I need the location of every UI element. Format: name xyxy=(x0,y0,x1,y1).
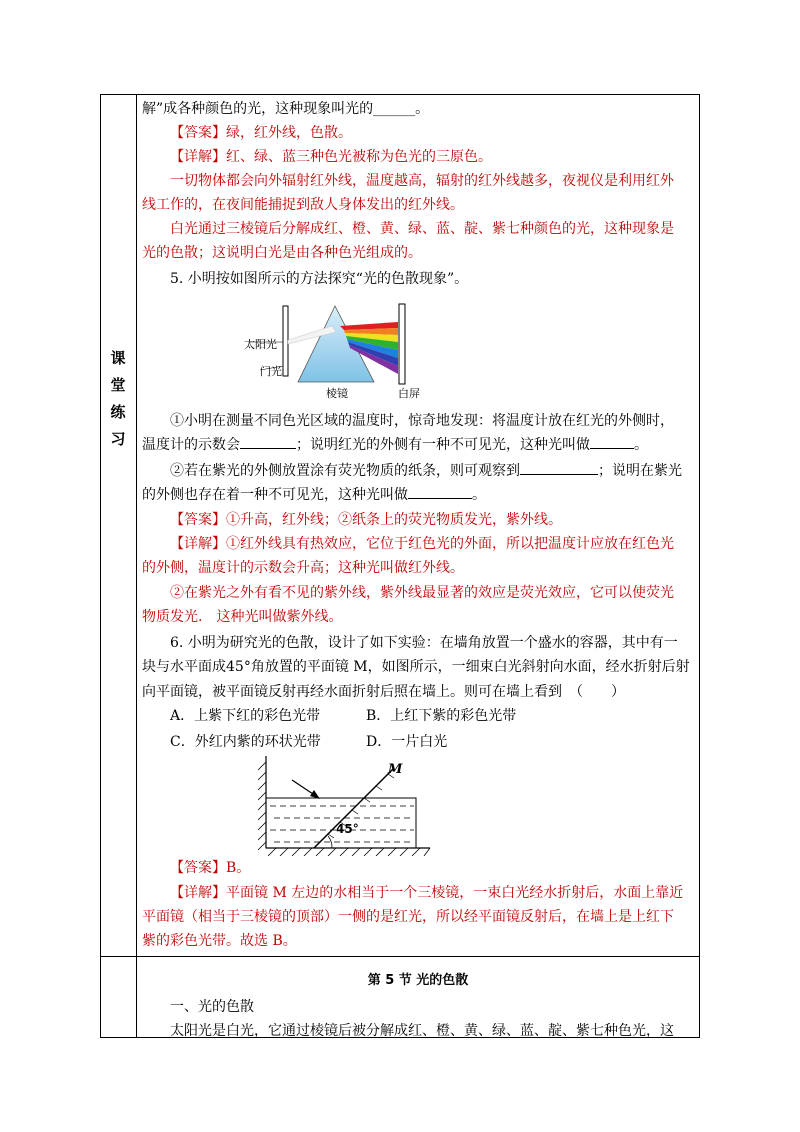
table-row-divider xyxy=(100,956,700,957)
angle-label: 45° xyxy=(336,822,359,836)
side-label-char: 练 xyxy=(110,403,126,421)
explanation-line: 紫的彩色光带。故选 B。 xyxy=(142,933,297,949)
text-line: 解”成各种颜色的光，这种现象叫光的______。 xyxy=(142,101,430,117)
question-6-stem: 6. 小明为研究光的色散，设计了如下实验：在墙角放置一个盛水的容器，其中有一 xyxy=(170,635,678,651)
prism-dispersion-figure xyxy=(240,298,440,400)
option-d: D．一片白光 xyxy=(366,734,448,750)
answer-blank xyxy=(240,433,296,449)
answer-line: 【答案】绿，红外线，色散。 xyxy=(170,125,352,141)
answer-line: 【答案】B。 xyxy=(170,860,251,876)
question-5-stem: 5. 小明按如图所示的方法探究“光的色散现象”。 xyxy=(170,271,469,287)
answer-line: 【答案】①升高，红外线；②纸条上的荧光物质发光，紫外线。 xyxy=(170,512,562,528)
question-5-part-2-cont xyxy=(142,483,682,507)
text-segment: 温度计的示数会 xyxy=(142,437,240,453)
question-6-stem-cont: 块与水平面成45°角放置的平面镜 M，如图所示，一细束白光斜射向水面，经水折射后射 xyxy=(142,659,690,675)
table-column-divider xyxy=(136,94,137,1038)
explanation-line: 平面镜（相当于三棱镜的顶部）一侧的是红光，所以经平面镜反射后，在墙上是上红下 xyxy=(142,909,674,925)
door-slit-panel xyxy=(283,306,288,376)
side-label-char: 习 xyxy=(110,430,126,448)
wall-hatching xyxy=(258,762,266,850)
text-segment: ；说明在紫光 xyxy=(598,463,682,479)
screen-panel xyxy=(399,304,405,384)
explanation-line: 的外侧，温度计的示数会升高；这种光叫做红外线。 xyxy=(142,560,464,576)
explanation-line: 【详解】红、绿、蓝三种色光被称为色光的三原色。 xyxy=(170,149,492,165)
water-mirror-figure xyxy=(254,756,440,856)
explanation-line: 物质发光. 这种光叫做紫外线。 xyxy=(142,609,343,625)
text-segment: ；说明红光的外侧有一种不可见光，这种光叫做 xyxy=(296,437,590,453)
text-segment: 。 xyxy=(634,437,648,453)
text-segment: ②若在紫光的外侧放置涂有荧光物质的纸条，则可观察到 xyxy=(170,463,520,479)
text-segment: 。 xyxy=(472,487,486,503)
sun-light-label: 太阳光 xyxy=(244,338,277,351)
explanation-line: 【详解】平面镜 M 左边的水相当于一个三棱镜，一束白光经水折射后，水面上靠近 xyxy=(170,885,684,901)
explanation-line: 光的色散；这说明白光是由各种色光组成的。 xyxy=(142,245,422,261)
explanation-line: 一切物体都会向外辐射红外线，温度越高，辐射的红外线越多，夜视仪是利用红外 xyxy=(170,173,674,189)
prism-label: 棱镜 xyxy=(326,387,348,400)
option-a: A．上紫下红的彩色光带 xyxy=(170,708,321,724)
text-segment: 的外侧也存在着一种不可见光，这种光叫做 xyxy=(142,487,408,503)
option-b: B．上红下紫的彩色光带 xyxy=(366,708,517,724)
mirror-m xyxy=(314,768,394,848)
subsection-heading: 一、光的色散 xyxy=(170,999,254,1015)
side-label-char: 课 xyxy=(110,349,126,367)
answer-blank xyxy=(590,433,634,449)
question-5-part-2 xyxy=(170,459,710,483)
answer-blank xyxy=(408,483,472,499)
question-5-part-1-cont xyxy=(142,433,682,457)
section-title: 第 5 节 光的色散 xyxy=(367,973,469,988)
explanation-line: ②在紫光之外有看不见的紫外线，紫外线最显著的效应是荧光效应，它可以使荧光 xyxy=(170,585,674,601)
screen-label: 白屏 xyxy=(398,387,420,400)
table-top-border xyxy=(100,94,700,95)
table-left-border xyxy=(100,94,101,1038)
explanation-line: 线工作的，在夜间能捕捉到敌人身体发出的红外线。 xyxy=(142,197,464,213)
floor-hatching xyxy=(268,848,430,856)
answer-blank xyxy=(520,459,598,475)
question-5-part-1: ①小明在测量不同色光区域的温度时，惊奇地发现：将温度计放在红光的外侧时， xyxy=(170,413,674,429)
option-c: C．外红内紫的环状光带 xyxy=(170,734,321,750)
question-6-stem-cont: 向平面镜，被平面镜反射再经水面折射后照在墙上。则可在墙上看到 （ ） xyxy=(142,684,625,700)
mirror-label: M xyxy=(388,762,403,777)
side-label-char: 堂 xyxy=(110,376,126,394)
text-line: 太阳光是白光，它通过棱镜后被分解成红、橙、黄、绿、蓝、靛、紫七种色光，这 xyxy=(170,1023,674,1039)
side-label-classroom-practice xyxy=(100,345,136,453)
door-label: 门光 xyxy=(260,365,282,378)
explanation-line: 白光通过三棱镜后分解成红、橙、黄、绿、蓝、靛、紫七种颜色的光，这种现象是 xyxy=(170,221,674,237)
water-mirror-diagram xyxy=(254,756,440,856)
explanation-line: 【详解】①红外线具有热效应，它位于红色光的外面，所以把温度计应放在红色光 xyxy=(170,536,674,552)
